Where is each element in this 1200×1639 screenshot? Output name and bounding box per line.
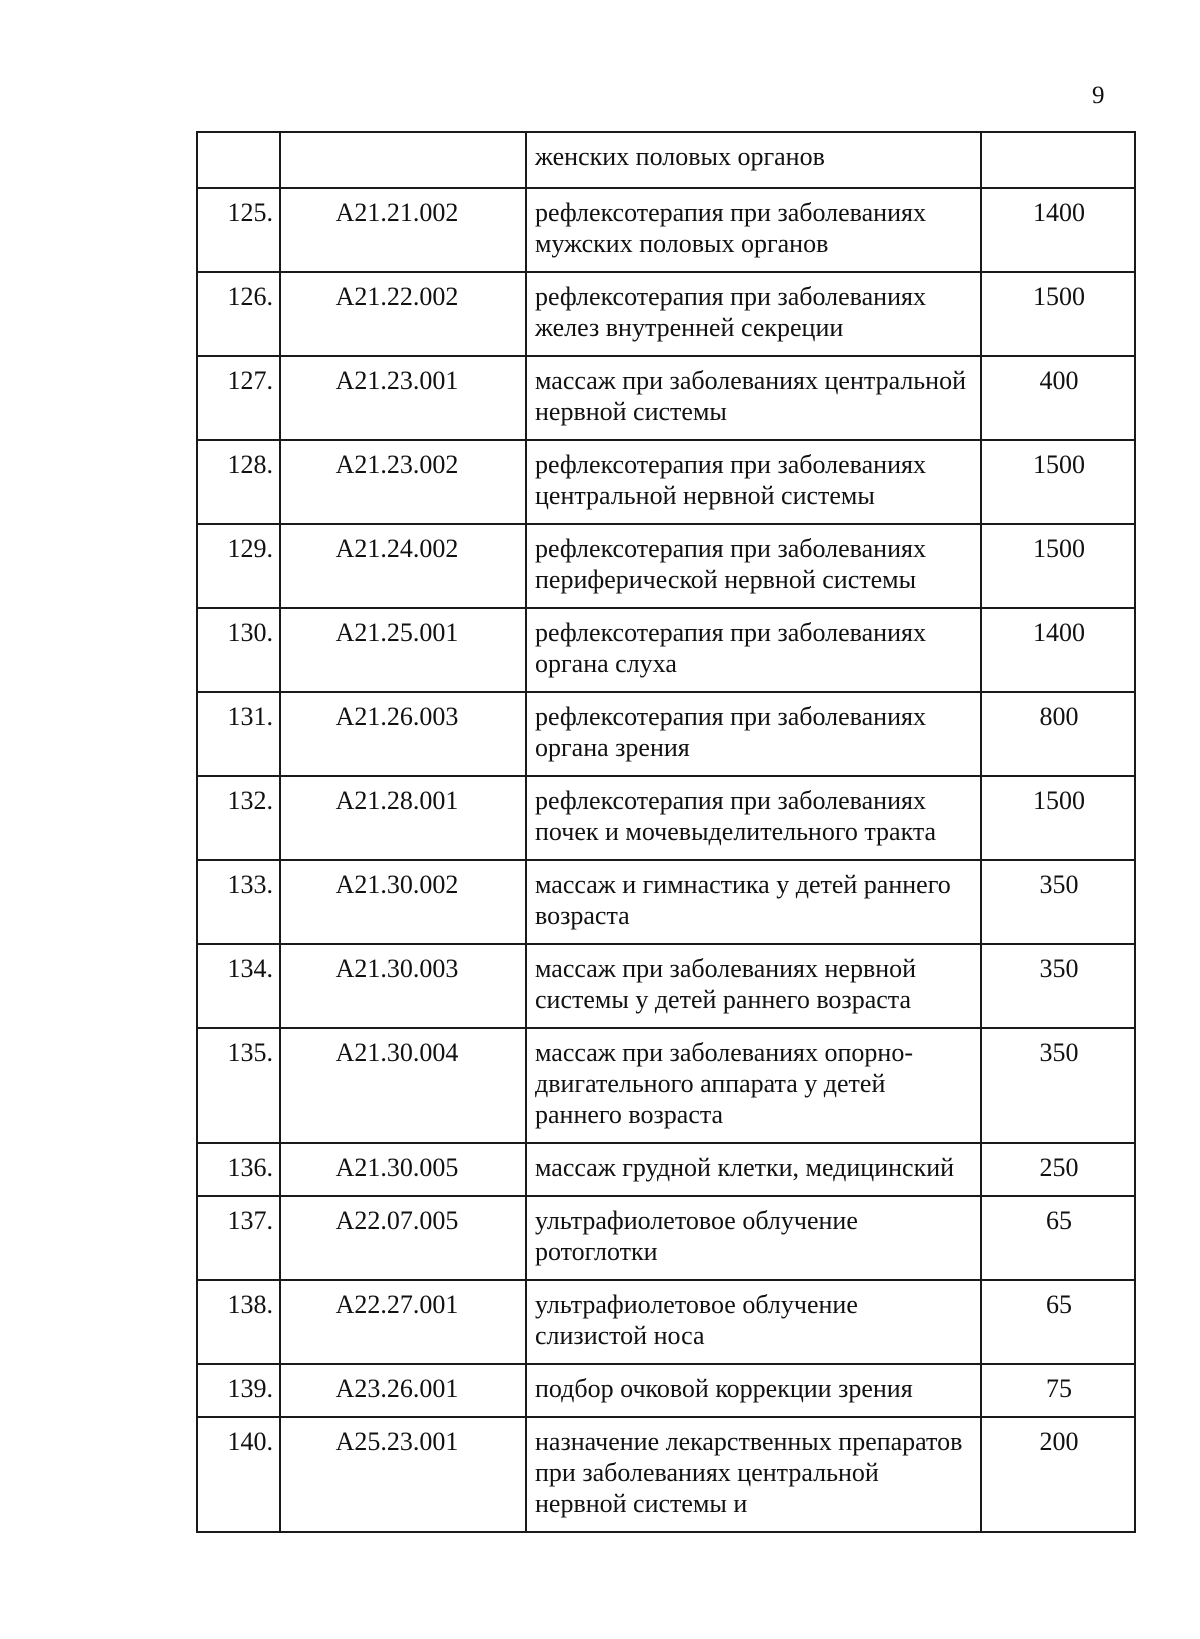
service-code: A21.30.003	[280, 944, 526, 1028]
service-code: A21.23.002	[280, 440, 526, 524]
service-name: массаж и гимнастика у детей раннего возраста	[526, 860, 981, 944]
row-number: 132.	[197, 776, 280, 860]
service-price: 65	[981, 1196, 1135, 1280]
table-row	[197, 1196, 1135, 1280]
row-number: 125.	[197, 188, 280, 272]
table-row	[197, 1280, 1135, 1364]
service-name: рефлексотерапия при заболеваниях почек и мочевыделительного тракта	[526, 776, 981, 860]
row-number: 127.	[197, 356, 280, 440]
service-price: 65	[981, 1280, 1135, 1364]
service-name: рефлексотерапия при заболеваниях желез внутренней секреции	[526, 272, 981, 356]
service-price: 200	[981, 1417, 1135, 1532]
table-row	[197, 1364, 1135, 1417]
table-row	[197, 1417, 1135, 1532]
service-name: массаж при заболеваниях опорно-двигательного аппарата у детей раннего возраста	[526, 1028, 981, 1143]
service-price: 800	[981, 692, 1135, 776]
row-number: 133.	[197, 860, 280, 944]
service-code: A21.22.002	[280, 272, 526, 356]
table-row	[197, 944, 1135, 1028]
row-number: 129.	[197, 524, 280, 608]
service-price: 1500	[981, 272, 1135, 356]
service-code: A21.21.002	[280, 188, 526, 272]
service-price: 75	[981, 1364, 1135, 1417]
service-code: A21.30.005	[280, 1143, 526, 1196]
service-code: A21.26.003	[280, 692, 526, 776]
service-code: A22.07.005	[280, 1196, 526, 1280]
table-row	[197, 356, 1135, 440]
row-number: 131.	[197, 692, 280, 776]
table-row	[197, 132, 1135, 188]
service-name: массаж при заболеваниях центральной нервной системы	[526, 356, 981, 440]
service-price: 400	[981, 356, 1135, 440]
service-name: ультрафиолетовое облучение слизистой носа	[526, 1280, 981, 1364]
service-price: 1400	[981, 608, 1135, 692]
price-table	[196, 131, 1136, 1533]
service-price: 250	[981, 1143, 1135, 1196]
service-code: A21.23.001	[280, 356, 526, 440]
service-price: 1500	[981, 776, 1135, 860]
service-name: ультрафиолетовое облучение ротоглотки	[526, 1196, 981, 1280]
service-price: 1500	[981, 440, 1135, 524]
row-number: 140.	[197, 1417, 280, 1532]
row-number: 136.	[197, 1143, 280, 1196]
table-row	[197, 524, 1135, 608]
service-name: рефлексотерапия при заболеваниях мужских половых органов	[526, 188, 981, 272]
service-name: рефлексотерапия при заболеваниях органа зрения	[526, 692, 981, 776]
row-number: 138.	[197, 1280, 280, 1364]
row-number: 135.	[197, 1028, 280, 1143]
table-row	[197, 692, 1135, 776]
service-price: 1500	[981, 524, 1135, 608]
row-number	[197, 132, 280, 188]
service-name: рефлексотерапия при заболеваниях органа слуха	[526, 608, 981, 692]
table-row	[197, 860, 1135, 944]
row-number: 137.	[197, 1196, 280, 1280]
service-code: A22.27.001	[280, 1280, 526, 1364]
service-code: A21.30.004	[280, 1028, 526, 1143]
service-code: A21.30.002	[280, 860, 526, 944]
table-row	[197, 608, 1135, 692]
service-code: A21.24.002	[280, 524, 526, 608]
service-code	[280, 132, 526, 188]
service-code: A23.26.001	[280, 1364, 526, 1417]
table-row	[197, 1028, 1135, 1143]
table-row	[197, 1143, 1135, 1196]
service-code: A21.28.001	[280, 776, 526, 860]
row-number: 128.	[197, 440, 280, 524]
service-price	[981, 132, 1135, 188]
service-price: 350	[981, 860, 1135, 944]
row-number: 139.	[197, 1364, 280, 1417]
service-price: 350	[981, 1028, 1135, 1143]
service-name: массаж при заболеваниях нервной системы у детей раннего возраста	[526, 944, 981, 1028]
page-number: 9	[1092, 82, 1105, 109]
service-price: 1400	[981, 188, 1135, 272]
table-row	[197, 188, 1135, 272]
table-body	[197, 132, 1135, 1532]
table-row	[197, 272, 1135, 356]
row-number: 134.	[197, 944, 280, 1028]
table-row	[197, 776, 1135, 860]
service-code: A25.23.001	[280, 1417, 526, 1532]
service-name: рефлексотерапия при заболеваниях периферической нервной системы	[526, 524, 981, 608]
service-name: массаж грудной клетки, медицинский	[526, 1143, 981, 1196]
table-row	[197, 440, 1135, 524]
service-name: женских половых органов	[526, 132, 981, 188]
row-number: 130.	[197, 608, 280, 692]
service-name: подбор очковой коррекции зрения	[526, 1364, 981, 1417]
row-number: 126.	[197, 272, 280, 356]
service-name: рефлексотерапия при заболеваниях центральной нервной системы	[526, 440, 981, 524]
service-code: A21.25.001	[280, 608, 526, 692]
service-price: 350	[981, 944, 1135, 1028]
service-name: назначение лекарственных препаратов при заболеваниях центральной нервной системы и	[526, 1417, 981, 1532]
